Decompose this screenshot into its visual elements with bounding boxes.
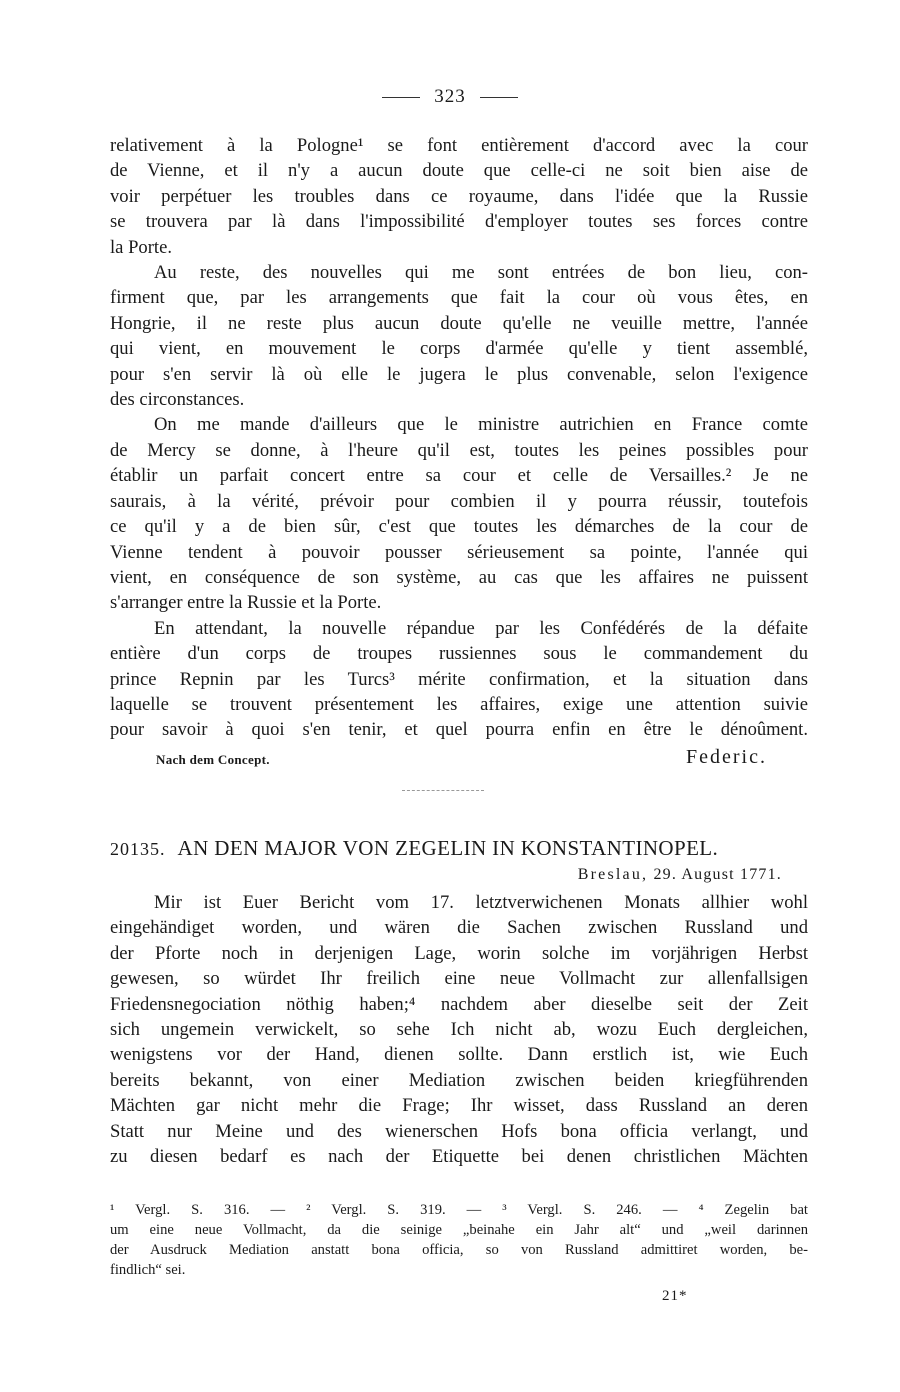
header-rule-left: [382, 97, 420, 98]
text-line: zu diesen bedarf es nach der Etiquette bei denen christlichen Mächten: [110, 1146, 808, 1168]
text-line: Mächten gar nicht mehr die Frage; Ihr wisset, dass Russland an deren: [110, 1095, 808, 1117]
text-line: des circonstances.: [110, 389, 245, 411]
text-line: la Porte.: [110, 236, 172, 258]
text-line: de Mercy se donne, à l'heure qu'il est, toutes les peines possibles pour: [110, 439, 808, 461]
text-line: Vienne tendent à pouvoir pousser sérieusement sa pointe, l'année qui: [110, 541, 808, 563]
text-line: eingehändiget worden, und wären die Sachen zwischen Russland und: [110, 917, 808, 939]
footnote-line: ¹ Vergl. S. 316. — ² Vergl. S. 319. — ³ Vergl. S. 246. — ⁴ Zegelin bat: [110, 1202, 808, 1218]
text-line: relativement à la Pologne¹ se font entièrement d'accord avec la cour: [110, 135, 808, 156]
text-line: bereits bekannt, von einer Mediation zwischen beiden kriegführenden: [110, 1069, 808, 1091]
printer-signature-mark: 21*: [662, 1288, 688, 1304]
section-separator: [402, 790, 484, 792]
text-line: ce qu'il y a de bien sûr, c'est que toutes les démarches de la cour de: [110, 516, 808, 538]
signature: Federic.: [686, 746, 767, 768]
text-line: firment que, par les arrangements que fait la cour où vous êtes, en: [110, 287, 808, 309]
page-header: [0, 86, 900, 108]
source-note: Nach dem Concept.: [156, 752, 270, 767]
text-line: prince Repnin par les Turcs³ mérite confirmation, et la situation dans: [110, 668, 808, 690]
dateline-date: 29. August 1771.: [653, 866, 782, 883]
text-line: laquelle se trouvent présentement les affaires, exige une attention suivie: [110, 693, 808, 715]
body-text-letter: [110, 890, 808, 1169]
footnotes: [110, 1200, 808, 1280]
text-line: qui vient, en mouvement le corps d'armée qu'elle y tient assemblé,: [110, 338, 808, 360]
text-line: voir perpétuer les troubles dans ce royaume, dans l'idée que la Russie: [110, 185, 808, 207]
text-line: vient, en conséquence de son système, au cas que les affaires ne puissent: [110, 566, 808, 588]
page-number: 323: [434, 86, 466, 107]
text-line: wenigstens vor der Hand, dienen sollte. Dann erstlich ist, wie Euch: [110, 1044, 808, 1066]
text-line: saurais, à la vérité, prévoir pour combien il y pourra réussir, toutefois: [110, 490, 808, 512]
text-line: pour savoir à quoi s'en tenir, et quel pourra enfin en être le dénoûment.: [110, 719, 808, 741]
letter-title: AN DEN MAJOR VON ZEGELIN IN KONSTANTINOPEL.: [177, 836, 719, 860]
text-line: Statt nur Meine und des wienerschen Hofs bona officia verlangt, und: [110, 1120, 808, 1142]
text-line: On me mande d'ailleurs que le ministre autrichien en France comte: [154, 414, 808, 436]
text-line: Au reste, des nouvelles qui me sont entrées de bon lieu, con-: [154, 262, 808, 284]
footnote-line: findlich“ sei.: [110, 1262, 186, 1278]
footnote-line: um eine neue Vollmacht, da die seinige „beinahe ein Jahr alt“ und „weil darinnen: [110, 1222, 808, 1238]
header-rule-right: [480, 97, 518, 98]
text-line: der Pforte noch in derjenigen Lage, worin solche im vorjährigen Herbst: [110, 942, 808, 964]
text-line: sich ungemein verwickelt, so sehe Ich nicht ab, wozu Euch dergleichen,: [110, 1019, 808, 1041]
text-line: entière d'un corps de troupes russiennes sous le commandement du: [110, 643, 808, 665]
text-line: En attendant, la nouvelle répandue par les Confédérés de la défaite: [154, 617, 808, 639]
text-line: gewesen, so würdet Ihr freilich eine neue Vollmacht zur allenfallsigen: [110, 968, 808, 990]
text-line: Friedensnegociation nöthig haben;⁴ nachdem aber dieselbe seit der Zeit: [110, 993, 808, 1015]
letter-number: 20135.: [110, 839, 166, 859]
text-line: Hongrie, il ne reste plus aucun doute qu'elle ne veuille mettre, l'année: [110, 312, 808, 334]
text-line: s'arranger entre la Russie et la Porte.: [110, 592, 382, 614]
footnote-line: der Ausdruck Mediation anstatt bona officia, so von Russland admittiret worden, be-: [110, 1242, 808, 1258]
text-line: Mir ist Euer Bericht vom 17. letztverwichenen Monats allhier wohl: [154, 892, 808, 913]
text-line: pour s'en servir là où elle le jugera le plus convenable, selon l'exigence: [110, 363, 808, 385]
letter-heading: [110, 836, 808, 861]
dateline: [578, 866, 782, 884]
text-line: se trouvera par là dans l'impossibilité d'employer toutes ses forces contre: [110, 211, 808, 233]
text-line: de Vienne, et il n'y a aucun doute que celle-ci ne soit bien aise de: [110, 160, 808, 182]
dateline-place: Breslau,: [577, 866, 649, 883]
body-text-top: [110, 133, 808, 743]
text-line: établir un parfait concert entre sa cour et celle de Versailles.² Je ne: [110, 465, 808, 487]
